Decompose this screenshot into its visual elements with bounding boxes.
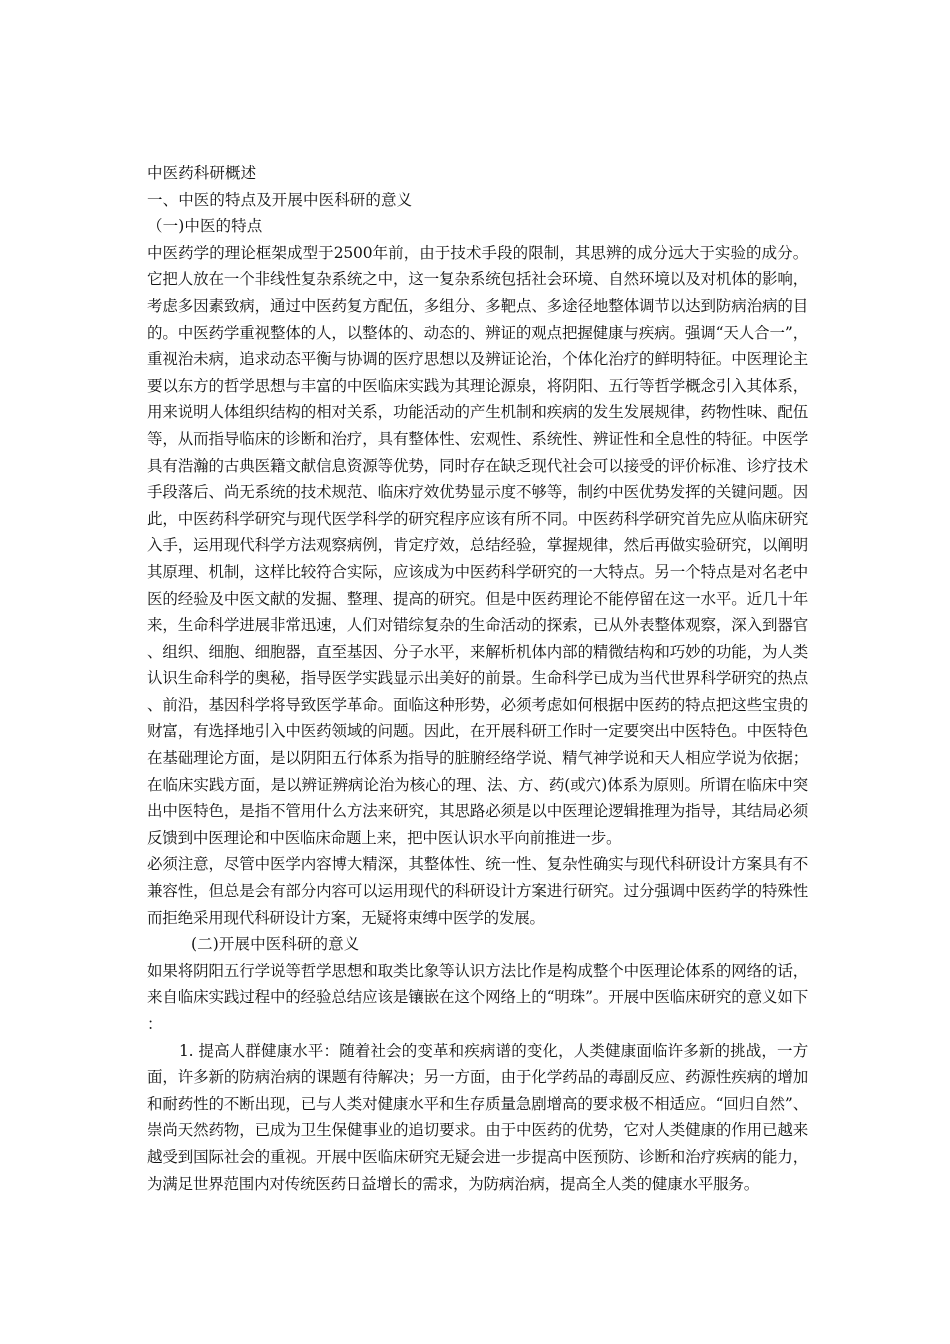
document-title: 中医药科研概述 — [147, 164, 257, 182]
section-heading: 一、中医的特点及开展中医科研的意义 — [147, 190, 413, 209]
list-item: 1. 提高人群健康水平：随着社会的变革和疾病谱的变化，人类健康面临许多新的挑战，一方面，许多新的防病治病的课题有待解决；另一方面，由于化学药品的毒副反应、药源性疾病的增加和耐药性的不断出现，已与人类对健康水平和生存质量急剧增高的要求极不相适应。“回归自然”、崇尚天然药物，已成为卫生保健事业的追切要求。由于中医药的优势，它对人类健康的作用已越来越受到国际社会的重视。开展中医临床研究无疑会进一步提高中医预防、诊断和治疗疾病的能力，为满足世界范围内对传统医药日益增长的需求，为防病治病，提高全人类的健康水平服务。 — [147, 1041, 808, 1193]
subsection-heading: (二)开展中医科研的意义 — [191, 935, 360, 954]
subsection-heading: （一)中医的特点 — [147, 217, 263, 236]
body-paragraph: 必须注意，尽管中医学内容博大精深，其整体性、统一性、复杂性确实与现代科研设计方案具有不兼容性，但总是会有部分内容可以运用现代的科研设计方案进行研究。过分强调中医药学的特殊性而拒绝采用现代科研设计方案，无疑将束缚中医学的发展。 — [147, 855, 808, 927]
body-paragraph: 如果将阴阳五行学说等哲学思想和取类比象等认识方法比作是构成整个中医理论体系的网络的话，来自临床实践过程中的经验总结应该是镶嵌在这个网络上的“明珠”。开展中医临床研究的意义如下： — [147, 961, 808, 1033]
document-body — [147, 160, 808, 1197]
body-paragraph: 中医药学的理论框架成型于2500年前，由于技术手段的限制，其思辨的成分远大于实验的成分。它把人放在一个非线性复杂系统之中，这一复杂系统包括社会环境、自然环境以及对机体的影响，考虑多因素致病，通过中医药复方配伍，多组分、多靶点、多途径地整体调节以达到防病治病的目的。中医药学重视整体的人，以整体的、动态的、辨证的观点把握健康与疾病。强调“天人合一”，重视治未病，追求动态平衡与协调的医疗思想以及辨证论治，个体化治疗的鲜明特征。中医理论主要以东方的哲学思想与丰富的中医临床实践为其理论源泉，将阴阳、五行等哲学概念引入其体系，用来说明人体组织结构的相对关系，功能活动的产生机制和疾病的发生发展规律，药物性味、配伍等，从而指导临床的诊断和治疗，具有整体性、宏观性、系统性、辨证性和全息性的特征。中医学具有浩瀚的古典医籍文献信息资源等优势，同时存在缺乏现代社会可以接受的评价标准、诊疗技术手段落后、尚无系统的技术规范、临床疗效优势显示度不够等，制约中医优势发挥的关键问题。因此，中医药科学研究与现代医学科学的研究程序应该有所不同。中医药科学研究首先应从临床研究入手，运用现代科学方法观察病例，肯定疗效，总结经验，掌握规律，然后再做实验研究，以阐明其原理、机制，这样比较符合实际，应该成为中医药科学研究的一大特点。另一个特点是对名老中医的经验及中医文献的发掘、整理、提高的研究。但是中医药理论不能停留在这一水平。近几十年来，生命科学进展非常迅速，人们对错综复杂的生命活动的探索，已从外表整体观察，深入到器官、组织、细胞、细胞器，直至基因、分子水平，来解析机体内部的精微结构和巧妙的功能，为人类认识生命科学的奥秘，指导医学实践显示出美好的前景。生命科学已成为当代世界科学研究的热点、前沿，基因科学将导致医学革命。面临这种形势，必须考虑如何根据中医药的特点把这些宝贵的财富，有选择地引入中医药领域的问题。因此，在开展科研工作时一定要突出中医特色。中医特色在基础理论方面，是以阴阳五行体系为指导的脏腑经络学说、精气神学说和天人相应学说为依据；在临床实践方面，是以辨证辨病论治为核心的理、法、方、药(或穴)体系为原则。所谓在临床中突出中医特色，是指不管用什么方法来研究，其思路必须是以中医理论逻辑推理为指导，其结局必须反馈到中医理论和中医临床命题上来，把中医认识水平向前推进一步。 — [147, 243, 808, 847]
